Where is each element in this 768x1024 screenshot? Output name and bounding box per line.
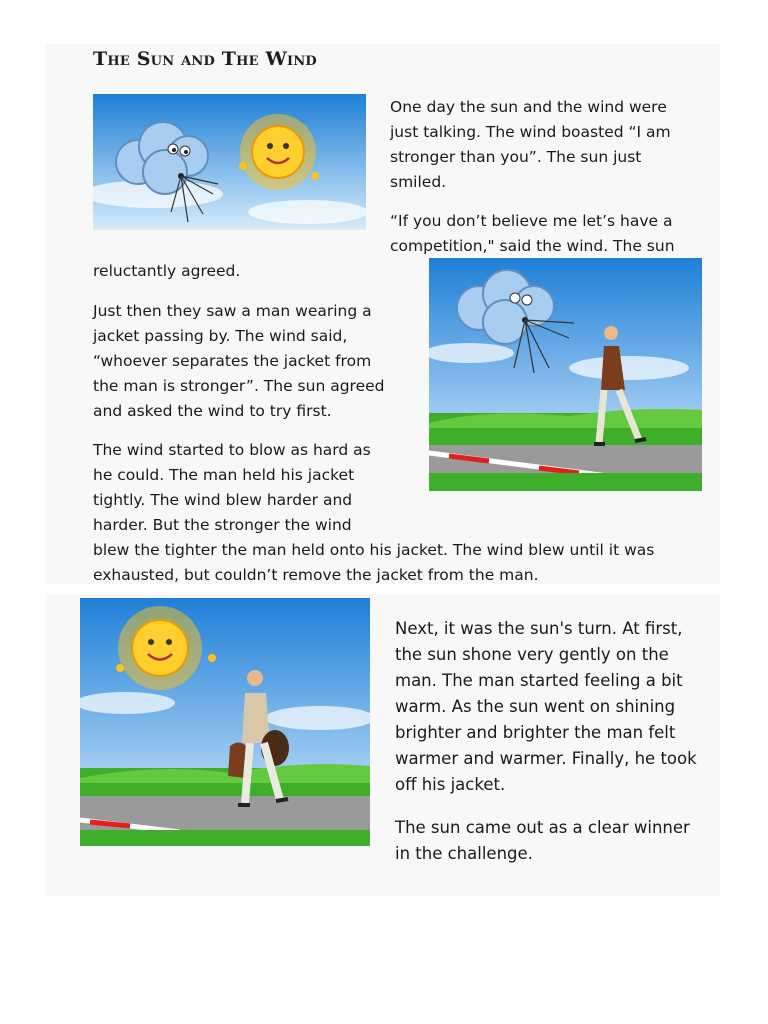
story-line: exhausted, but couldn’t remove the jacket from the man. (93, 566, 539, 584)
story-line: reluctantly agreed. (93, 262, 241, 280)
story-line: brighter and brighter the man felt (395, 723, 676, 742)
story-line: “If you don’t believe me let’s have a (390, 212, 673, 230)
story-line: Next, it was the sun's turn. At first, (395, 619, 683, 638)
story-line: smiled. (390, 173, 447, 191)
story-line: The sun came out as a clear winner (395, 818, 690, 837)
story-line: Just then they saw a man wearing a (93, 302, 372, 320)
story-line: warmer and warmer. Finally, he took (395, 749, 697, 768)
story-line: he could. The man held his jacket (93, 466, 355, 484)
story-line: in the challenge. (395, 844, 533, 863)
story-line: harder. But the stronger the wind (93, 516, 352, 534)
story-line: just talking. The wind boasted “I am (390, 123, 671, 141)
story-line: off his jacket. (395, 775, 506, 794)
cloud-and-sun-illustration (93, 94, 366, 230)
story-line: One day the sun and the wind were (390, 98, 667, 116)
story-line: blew the tighter the man held onto his jacket. The wind blew until it was (93, 541, 655, 559)
story-line: tightly. The wind blew harder and (93, 491, 353, 509)
sun-shining-man-illustration (80, 598, 370, 846)
story-line: warm. As the sun went on shining (395, 697, 676, 716)
story-line: The wind started to blow as hard as (93, 441, 371, 459)
story-line: competition," said the wind. The sun (390, 237, 675, 255)
story-title: The Sun and The Wind (93, 48, 317, 70)
story-line: the man is stronger”. The sun agreed (93, 377, 385, 395)
story-line: the sun shone very gently on the (395, 645, 669, 664)
story-line: “whoever separates the jacket from (93, 352, 372, 370)
story-line: stronger than you”. The sun just (390, 148, 642, 166)
story-line: and asked the wind to try first. (93, 402, 332, 420)
story-line: jacket passing by. The wind said, (93, 327, 348, 345)
wind-blowing-man-illustration (429, 258, 702, 491)
story-line: man. The man started feeling a bit (395, 671, 683, 690)
